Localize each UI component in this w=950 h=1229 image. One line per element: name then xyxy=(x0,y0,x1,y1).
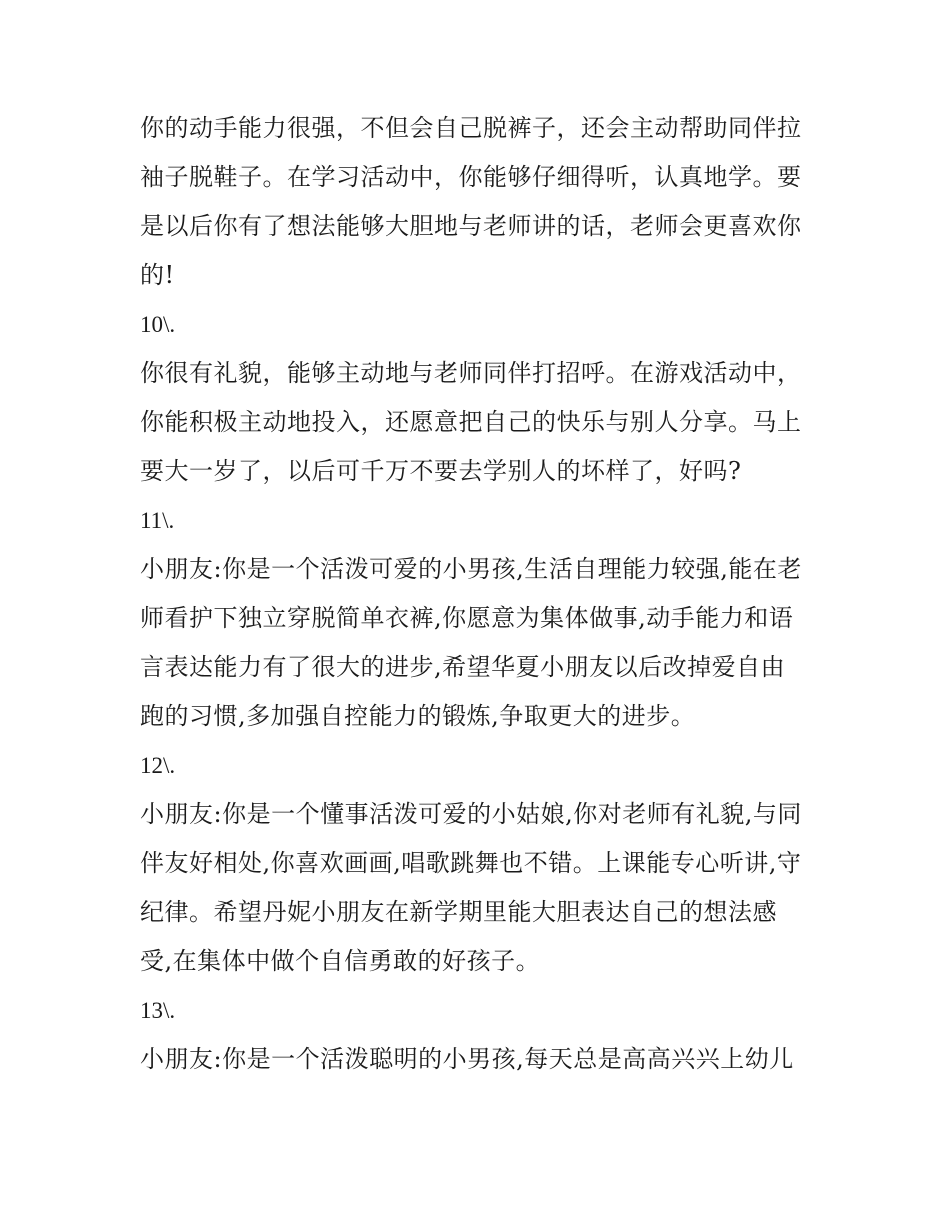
item-number: 13\. xyxy=(140,998,176,1023)
text-line: 伴友好相处,你喜欢画画,唱歌跳舞也不错。上课能专心听讲,守 xyxy=(140,849,802,877)
text-line: 师看护下独立穿脱简单衣裤,你愿意为集体做事,动手能力和语 xyxy=(140,604,794,632)
text-line: 要大一岁了，以后可千万不要去学别人的坏样了，好吗? xyxy=(140,457,742,485)
text-line: 小朋友:你是一个活泼聪明的小男孩,每天总是高高兴兴上幼儿 xyxy=(140,1045,794,1073)
document-body xyxy=(140,104,820,1084)
item-number: 12\. xyxy=(140,753,176,778)
text-line: 袖子脱鞋子。在学习活动中，你能够仔细得听，认真地学。要 xyxy=(140,163,802,191)
item-number: 10\. xyxy=(140,312,176,337)
text-line: 纪律。希望丹妮小朋友在新学期里能大胆表达自己的想法感 xyxy=(140,898,777,926)
text-line: 你的动手能力很强，不但会自己脱裤子，还会主动帮助同伴拉 xyxy=(140,114,802,142)
text-line: 受,在集体中做个自信勇敢的好孩子。 xyxy=(140,947,541,975)
text-line: 你能积极主动地投入，还愿意把自己的快乐与别人分享。马上 xyxy=(140,408,802,436)
text-line: 跑的习惯,多加强自控能力的锻炼,争取更大的进步。 xyxy=(140,702,696,730)
text-line: 小朋友:你是一个懂事活泼可爱的小姑娘,你对老师有礼貌,与同 xyxy=(140,800,802,828)
text-line: 是以后你有了想法能够大胆地与老师讲的话，老师会更喜欢你 xyxy=(140,212,802,240)
text-line: 小朋友:你是一个活泼可爱的小男孩,生活自理能力较强,能在老 xyxy=(140,555,802,583)
item-number: 11\. xyxy=(140,508,175,533)
text-line: 言表达能力有了很大的进步,希望华夏小朋友以后改掉爱自由 xyxy=(140,653,786,681)
text-line: 你很有礼貌，能够主动地与老师同伴打招呼。在游戏活动中， xyxy=(140,359,802,387)
text-line: 的! xyxy=(140,261,175,289)
